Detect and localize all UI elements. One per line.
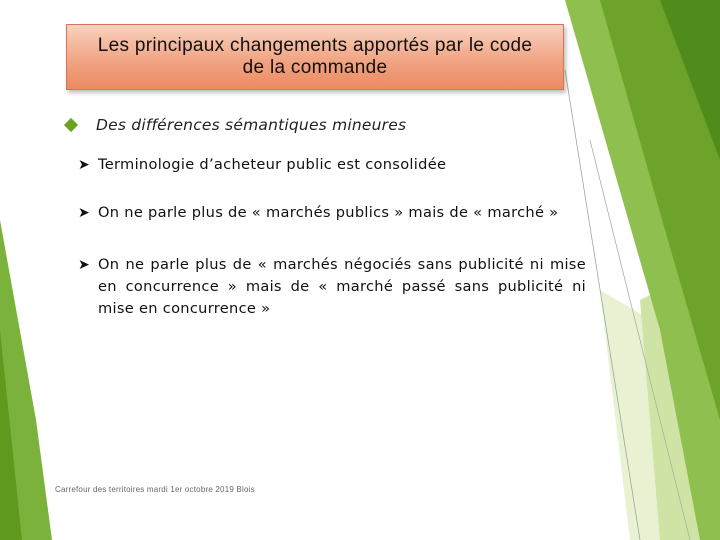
list-item [78,202,586,224]
list-item [78,254,586,320]
slide-footer: Carrefour des territoires mardi 1er octobre 2019 Blois [55,485,255,494]
diamond-icon [64,118,78,132]
list-item [78,154,586,176]
arrow-right-icon: ➤ [78,157,90,173]
arrow-right-icon: ➤ [78,257,90,273]
arrow-right-icon: ➤ [78,205,90,221]
slide-title: Les principaux changements apportés par le code de la commande [97,35,533,78]
level1-text: Des différences sémantiques mineures [96,116,407,134]
title-box [66,24,564,90]
list-item-text: Terminologie d’acheteur public est consolidée [98,156,447,173]
level1-bullet-row [64,116,406,134]
list-item-text: On ne parle plus de « marchés publics » mais de « marché » [98,204,559,221]
list-item-text: On ne parle plus de « marchés négociés sans publicité ni mise en concurrence » mais de « marché passé sans publicité ni mise en concurrence » [98,256,586,317]
